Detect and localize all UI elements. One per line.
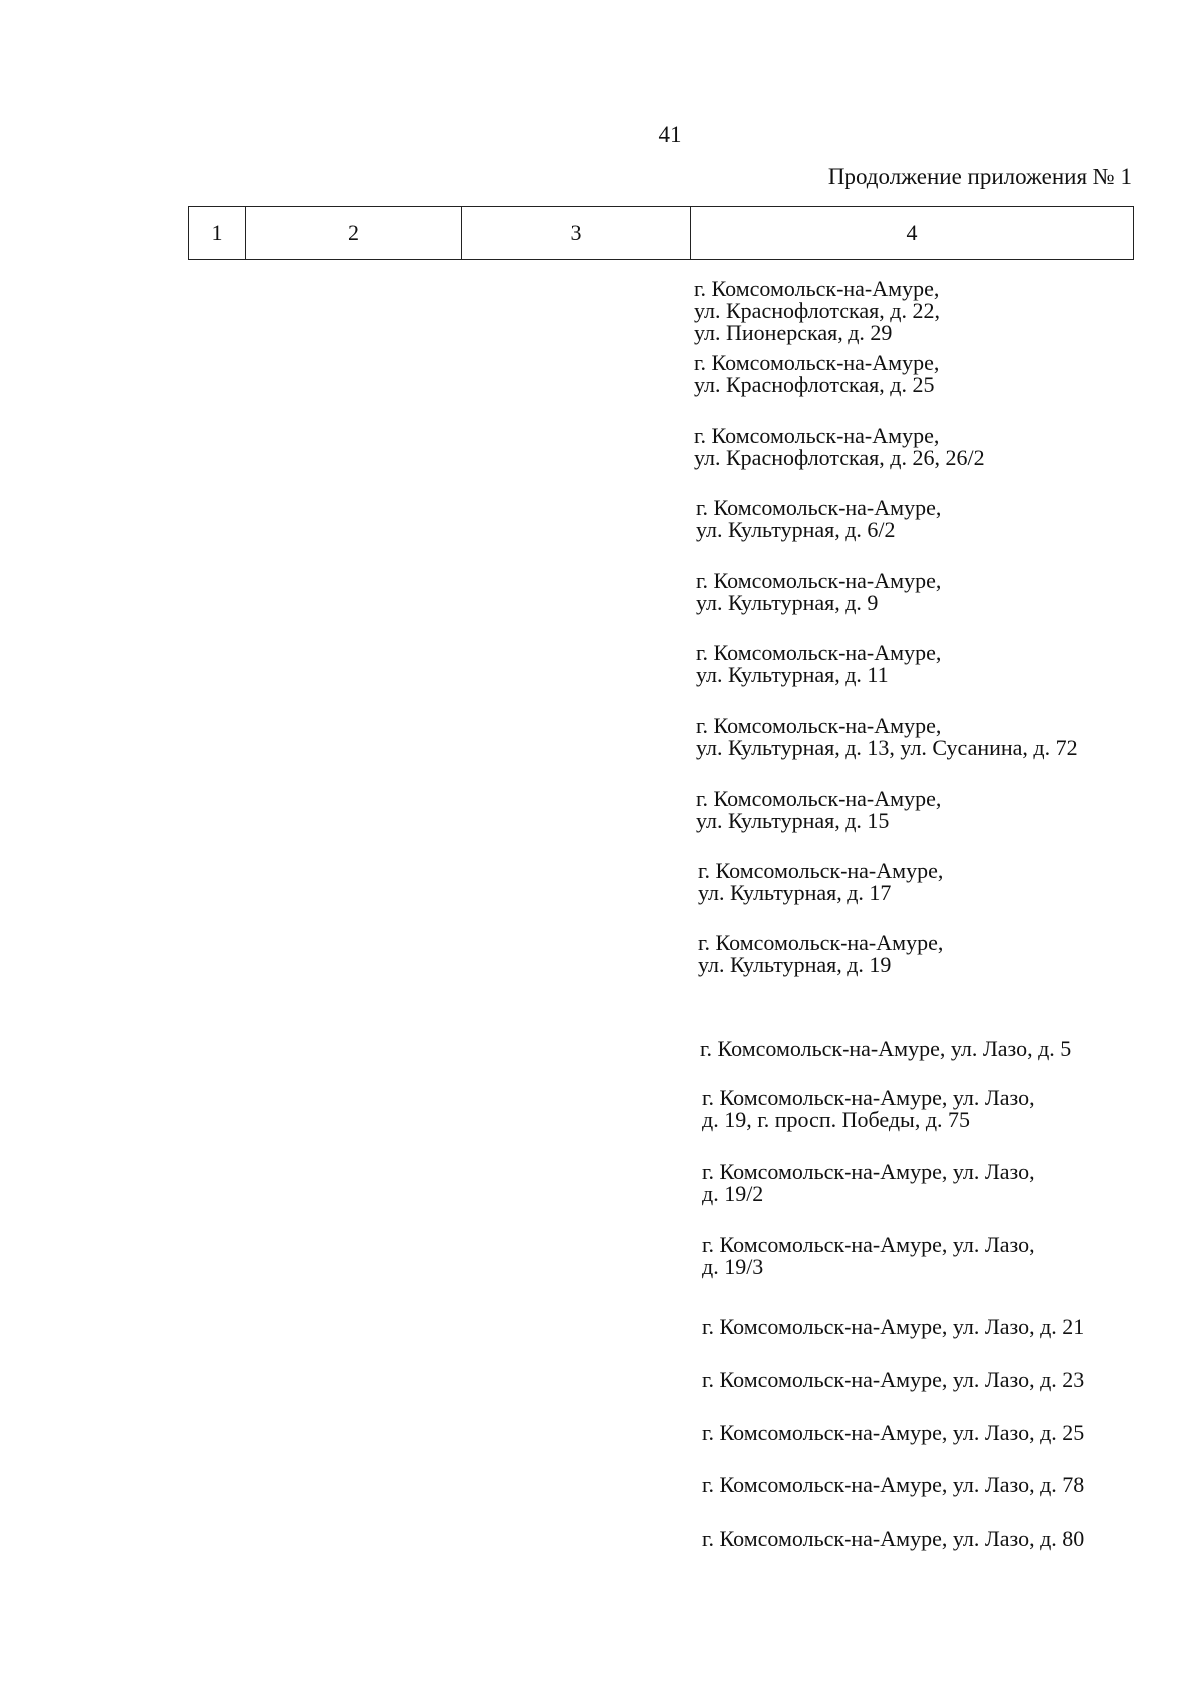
- address-entry: [700, 1038, 1071, 1060]
- address-line: г. Комсомольск-на-Амуре, ул. Лазо, д. 21: [702, 1314, 1085, 1339]
- address-line: г. Комсомольск-на-Амуре, ул. Лазо,: [702, 1085, 1035, 1110]
- column-number-2: 2: [246, 207, 462, 260]
- address-line: г. Комсомольск-на-Амуре,: [694, 276, 940, 301]
- address-line: г. Комсомольск-на-Амуре, ул. Лазо, д. 25: [702, 1420, 1085, 1445]
- address-entry: [694, 352, 939, 396]
- address-entry: [702, 1161, 1035, 1205]
- address-entry: [702, 1528, 1084, 1550]
- address-entry: [696, 497, 941, 541]
- address-entry: [696, 715, 1078, 759]
- address-line: г. Комсомольск-на-Амуре,: [698, 858, 944, 883]
- address-line: ул. Краснофлотская, д. 22,: [694, 298, 940, 323]
- address-line: г. Комсомольск-на-Амуре,: [696, 568, 942, 593]
- address-line: ул. Культурная, д. 11: [696, 662, 889, 687]
- address-line: г. Комсомольск-на-Амуре,: [694, 350, 940, 375]
- address-entry: [702, 1474, 1084, 1496]
- address-entry: [696, 788, 941, 832]
- address-entry: [702, 1316, 1084, 1338]
- address-entry: [702, 1087, 1035, 1131]
- address-line: д. 19/2: [702, 1181, 764, 1206]
- address-line: ул. Культурная, д. 17: [698, 880, 892, 905]
- address-line: г. Комсомольск-на-Амуре,: [696, 495, 942, 520]
- address-line: ул. Краснофлотская, д. 25: [694, 372, 935, 397]
- continuation-note: Продолжение приложения № 1: [827, 164, 1132, 189]
- column-number-1: 1: [189, 207, 246, 260]
- address-entry: [702, 1369, 1084, 1391]
- address-line: г. Комсомольск-на-Амуре, ул. Лазо, д. 23: [702, 1367, 1085, 1392]
- address-entry: [696, 642, 941, 686]
- address-entry: [698, 932, 943, 976]
- address-entry: [698, 860, 943, 904]
- column-number-4: 4: [691, 207, 1134, 260]
- address-line: ул. Культурная, д. 9: [696, 590, 879, 615]
- address-line: г. Комсомольск-на-Амуре, ул. Лазо,: [702, 1159, 1035, 1184]
- column-number-3: 3: [462, 207, 691, 260]
- address-line: ул. Культурная, д. 13, ул. Сусанина, д. 72: [696, 735, 1078, 760]
- address-line: г. Комсомольск-на-Амуре, ул. Лазо, д. 5: [700, 1036, 1072, 1061]
- column-header-row: [189, 207, 1134, 260]
- address-entry: [694, 425, 985, 469]
- address-line: г. Комсомольск-на-Амуре,: [696, 640, 942, 665]
- address-line: г. Комсомольск-на-Амуре,: [694, 423, 940, 448]
- address-line: ул. Культурная, д. 6/2: [696, 517, 896, 542]
- page-number: 41: [658, 122, 682, 147]
- address-line: ул. Культурная, д. 15: [696, 808, 890, 833]
- address-line: ул. Культурная, д. 19: [698, 952, 892, 977]
- address-entry: [702, 1234, 1035, 1278]
- address-line: г. Комсомольск-на-Амуре, ул. Лазо, д. 80: [702, 1526, 1085, 1551]
- address-line: д. 19/3: [702, 1254, 764, 1279]
- address-line: ул. Пионерская, д. 29: [694, 320, 893, 345]
- address-line: г. Комсомольск-на-Амуре,: [696, 786, 942, 811]
- address-line: г. Комсомольск-на-Амуре,: [698, 930, 944, 955]
- address-line: ул. Краснофлотская, д. 26, 26/2: [694, 445, 985, 470]
- address-line: г. Комсомольск-на-Амуре, ул. Лазо, д. 78: [702, 1472, 1085, 1497]
- address-line: г. Комсомольск-на-Амуре, ул. Лазо,: [702, 1232, 1035, 1257]
- address-entry: [696, 570, 941, 614]
- column-header-table: [188, 206, 1134, 260]
- address-line: г. Комсомольск-на-Амуре,: [696, 713, 942, 738]
- address-line: д. 19, г. просп. Победы, д. 75: [702, 1107, 971, 1132]
- address-entry: [694, 278, 940, 344]
- address-entry: [702, 1422, 1084, 1444]
